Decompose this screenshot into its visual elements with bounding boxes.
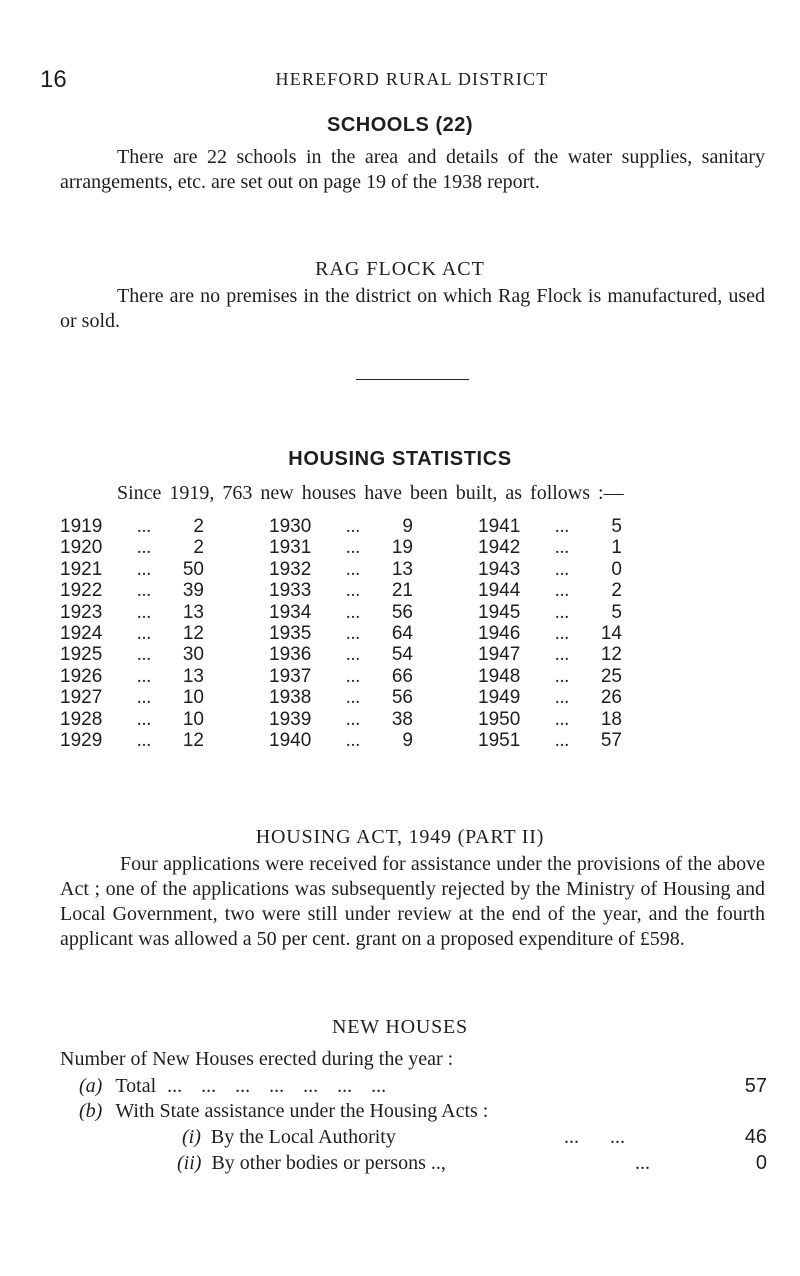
dot-leader: ... bbox=[345, 665, 361, 687]
housing-act-heading: HOUSING ACT, 1949 (PART II) bbox=[255, 826, 545, 848]
dot-leader: ... bbox=[345, 558, 361, 580]
year-cell: 1920 bbox=[60, 537, 103, 559]
table-row bbox=[60, 623, 622, 644]
new-houses-item-b bbox=[79, 1100, 488, 1123]
dot-leader: ... bbox=[136, 687, 152, 709]
count-cell: 0 bbox=[611, 558, 622, 580]
year-cell: 1941 bbox=[478, 516, 521, 537]
schools-paragraph: There are 22 schools in the area and details of the water supplies, sanitary arrangements, etc. are set out on page 19 of the 1938 report. bbox=[60, 146, 765, 193]
year-cell: 1935 bbox=[269, 623, 312, 645]
year-cell: 1928 bbox=[60, 708, 103, 730]
year-cell: 1939 bbox=[269, 708, 312, 730]
year-cell: 1946 bbox=[478, 623, 521, 645]
column-gap bbox=[204, 644, 269, 665]
column-gap bbox=[413, 623, 478, 644]
count-cell: 13 bbox=[391, 558, 413, 580]
housing-statistics-heading: HOUSING STATISTICS bbox=[288, 448, 512, 470]
column-gap bbox=[204, 687, 269, 708]
item-b-marker: (b) bbox=[79, 1100, 103, 1122]
dot-leader: ... bbox=[136, 516, 152, 537]
table-row bbox=[60, 602, 622, 623]
table-row bbox=[60, 666, 622, 687]
item-b-label: With State assistance under the Housing Acts : bbox=[115, 1100, 489, 1122]
year-cell: 1940 bbox=[269, 730, 312, 752]
count-cell: 2 bbox=[193, 537, 204, 559]
column-gap bbox=[413, 666, 478, 687]
table-row bbox=[60, 516, 622, 537]
count-cell: 38 bbox=[391, 708, 413, 730]
count-cell: 21 bbox=[391, 580, 413, 602]
dot-leader: ... bbox=[554, 580, 570, 602]
column-gap bbox=[204, 730, 269, 751]
column-gap bbox=[413, 516, 478, 537]
count-cell: 12 bbox=[600, 644, 622, 666]
column-gap bbox=[413, 537, 478, 558]
dot-leader: ... bbox=[345, 708, 361, 730]
item-ii-label: By other bodies or persons .., bbox=[211, 1152, 446, 1174]
count-cell: 50 bbox=[182, 558, 204, 580]
dot-leader: ... bbox=[136, 580, 152, 602]
year-cell: 1950 bbox=[478, 708, 521, 730]
schools-heading: SCHOOLS (22) bbox=[326, 114, 474, 136]
count-cell: 5 bbox=[611, 516, 622, 537]
dot-leader: ... bbox=[136, 665, 152, 687]
count-cell: 12 bbox=[182, 623, 204, 645]
item-i-label: By the Local Authority bbox=[210, 1126, 396, 1148]
item-i-leader: ... ... bbox=[564, 1126, 625, 1148]
dot-leader: ... bbox=[554, 687, 570, 709]
dot-leader: ... bbox=[554, 537, 570, 559]
column-gap bbox=[413, 730, 478, 751]
count-cell: 56 bbox=[391, 601, 413, 623]
year-cell: 1934 bbox=[269, 601, 312, 623]
year-cell: 1949 bbox=[478, 687, 521, 709]
item-a-leader: ... ... ... ... ... ... ... bbox=[167, 1075, 387, 1097]
dot-leader: ... bbox=[345, 623, 361, 645]
year-cell: 1929 bbox=[60, 730, 103, 752]
year-cell: 1948 bbox=[478, 665, 521, 687]
item-i-value: 46 bbox=[744, 1126, 767, 1148]
year-cell: 1931 bbox=[269, 537, 312, 559]
year-cell: 1951 bbox=[478, 730, 521, 752]
year-cell: 1924 bbox=[60, 623, 103, 645]
column-gap bbox=[413, 580, 478, 601]
column-gap bbox=[413, 644, 478, 665]
count-cell: 9 bbox=[402, 516, 413, 537]
year-cell: 1937 bbox=[269, 665, 312, 687]
table-row bbox=[60, 709, 622, 730]
housing-statistics-intro: Since 1919, 763 new houses have been built, as follows :— bbox=[117, 482, 624, 504]
year-cell: 1947 bbox=[478, 644, 521, 666]
dot-leader: ... bbox=[554, 644, 570, 666]
new-houses-item-a bbox=[79, 1075, 767, 1101]
new-houses-item-b-i bbox=[182, 1126, 767, 1152]
year-cell: 1942 bbox=[478, 537, 521, 559]
table-row bbox=[60, 580, 622, 601]
count-cell: 18 bbox=[600, 708, 622, 730]
count-cell: 30 bbox=[182, 644, 204, 666]
table-row bbox=[60, 537, 622, 558]
count-cell: 10 bbox=[182, 687, 204, 709]
table-row bbox=[60, 687, 622, 708]
table-row bbox=[60, 644, 622, 665]
year-cell: 1921 bbox=[60, 558, 103, 580]
column-gap bbox=[204, 537, 269, 558]
dot-leader: ... bbox=[345, 687, 361, 709]
count-cell: 25 bbox=[600, 665, 622, 687]
item-i-marker: (i) bbox=[182, 1126, 201, 1148]
column-gap bbox=[413, 559, 478, 580]
count-cell: 12 bbox=[182, 730, 204, 752]
count-cell: 1 bbox=[611, 537, 622, 559]
dot-leader: ... bbox=[345, 516, 361, 537]
dot-leader: ... bbox=[345, 644, 361, 666]
count-cell: 2 bbox=[611, 580, 622, 602]
dot-leader: ... bbox=[554, 730, 570, 752]
item-a-value: 57 bbox=[744, 1075, 767, 1097]
column-gap bbox=[413, 687, 478, 708]
count-cell: 57 bbox=[600, 730, 622, 752]
rag-flock-paragraph: There are no premises in the district on which Rag Flock is manufactured, used or sold. bbox=[60, 285, 765, 332]
dot-leader: ... bbox=[136, 730, 152, 752]
running-title: HEREFORD RURAL DISTRICT bbox=[275, 69, 549, 89]
column-gap bbox=[204, 559, 269, 580]
dot-leader: ... bbox=[136, 558, 152, 580]
year-cell: 1936 bbox=[269, 644, 312, 666]
dot-leader: ... bbox=[554, 623, 570, 645]
dot-leader: ... bbox=[136, 601, 152, 623]
dot-leader: ... bbox=[554, 601, 570, 623]
count-cell: 66 bbox=[391, 665, 413, 687]
year-cell: 1927 bbox=[60, 687, 103, 709]
count-cell: 2 bbox=[193, 516, 204, 537]
year-cell: 1922 bbox=[60, 580, 103, 602]
dot-leader: ... bbox=[554, 665, 570, 687]
dot-leader: ... bbox=[554, 708, 570, 730]
housing-statistics-table bbox=[60, 516, 622, 751]
column-gap bbox=[204, 516, 269, 537]
new-houses-heading: NEW HOUSES bbox=[332, 1016, 468, 1038]
page-number: 16 bbox=[40, 66, 67, 93]
column-gap bbox=[204, 602, 269, 623]
count-cell: 13 bbox=[182, 601, 204, 623]
dot-leader: ... bbox=[136, 623, 152, 645]
year-cell: 1923 bbox=[60, 601, 103, 623]
section-divider bbox=[356, 379, 469, 380]
dot-leader: ... bbox=[554, 516, 570, 537]
count-cell: 19 bbox=[391, 537, 413, 559]
year-cell: 1926 bbox=[60, 665, 103, 687]
column-gap bbox=[204, 709, 269, 730]
count-cell: 10 bbox=[182, 708, 204, 730]
housing-act-paragraph: Four applications were received for assistance under the provisions of the above Act ; one of the applications was subsequently rejected by the Ministry of Housing and Local Government, two were still under review at the end of the year, and the fourth applicant was allowed a 50 per cent. grant on a proposed expenditure of £598. bbox=[60, 853, 765, 950]
dot-leader: ... bbox=[554, 558, 570, 580]
count-cell: 64 bbox=[391, 623, 413, 645]
year-cell: 1932 bbox=[269, 558, 312, 580]
column-gap bbox=[413, 602, 478, 623]
year-cell: 1938 bbox=[269, 687, 312, 709]
table-row bbox=[60, 730, 622, 751]
dot-leader: ... bbox=[136, 708, 152, 730]
table-row bbox=[60, 559, 622, 580]
year-cell: 1930 bbox=[269, 516, 312, 537]
new-houses-item-b-ii bbox=[177, 1152, 767, 1178]
year-cell: 1919 bbox=[60, 516, 103, 537]
count-cell: 56 bbox=[391, 687, 413, 709]
item-ii-leader: ... bbox=[635, 1152, 650, 1174]
count-cell: 5 bbox=[611, 601, 622, 623]
dot-leader: ... bbox=[136, 537, 152, 559]
dot-leader: ... bbox=[345, 580, 361, 602]
count-cell: 26 bbox=[600, 687, 622, 709]
count-cell: 54 bbox=[391, 644, 413, 666]
dot-leader: ... bbox=[345, 730, 361, 752]
item-ii-value: 0 bbox=[755, 1152, 767, 1174]
item-a-label: Total bbox=[115, 1075, 157, 1097]
rag-flock-heading: RAG FLOCK ACT bbox=[315, 258, 485, 280]
count-cell: 9 bbox=[402, 730, 413, 752]
column-gap bbox=[204, 666, 269, 687]
dot-leader: ... bbox=[345, 537, 361, 559]
column-gap bbox=[204, 580, 269, 601]
year-cell: 1945 bbox=[478, 601, 521, 623]
dot-leader: ... bbox=[136, 644, 152, 666]
count-cell: 39 bbox=[182, 580, 204, 602]
year-cell: 1925 bbox=[60, 644, 103, 666]
column-gap bbox=[413, 709, 478, 730]
count-cell: 13 bbox=[182, 665, 204, 687]
item-ii-marker: (ii) bbox=[177, 1152, 202, 1174]
year-cell: 1943 bbox=[478, 558, 521, 580]
year-cell: 1933 bbox=[269, 580, 312, 602]
new-houses-intro: Number of New Houses erected during the year : bbox=[60, 1048, 454, 1070]
count-cell: 14 bbox=[600, 623, 622, 645]
item-a-marker: (a) bbox=[79, 1075, 103, 1097]
year-cell: 1944 bbox=[478, 580, 521, 602]
dot-leader: ... bbox=[345, 601, 361, 623]
column-gap bbox=[204, 623, 269, 644]
